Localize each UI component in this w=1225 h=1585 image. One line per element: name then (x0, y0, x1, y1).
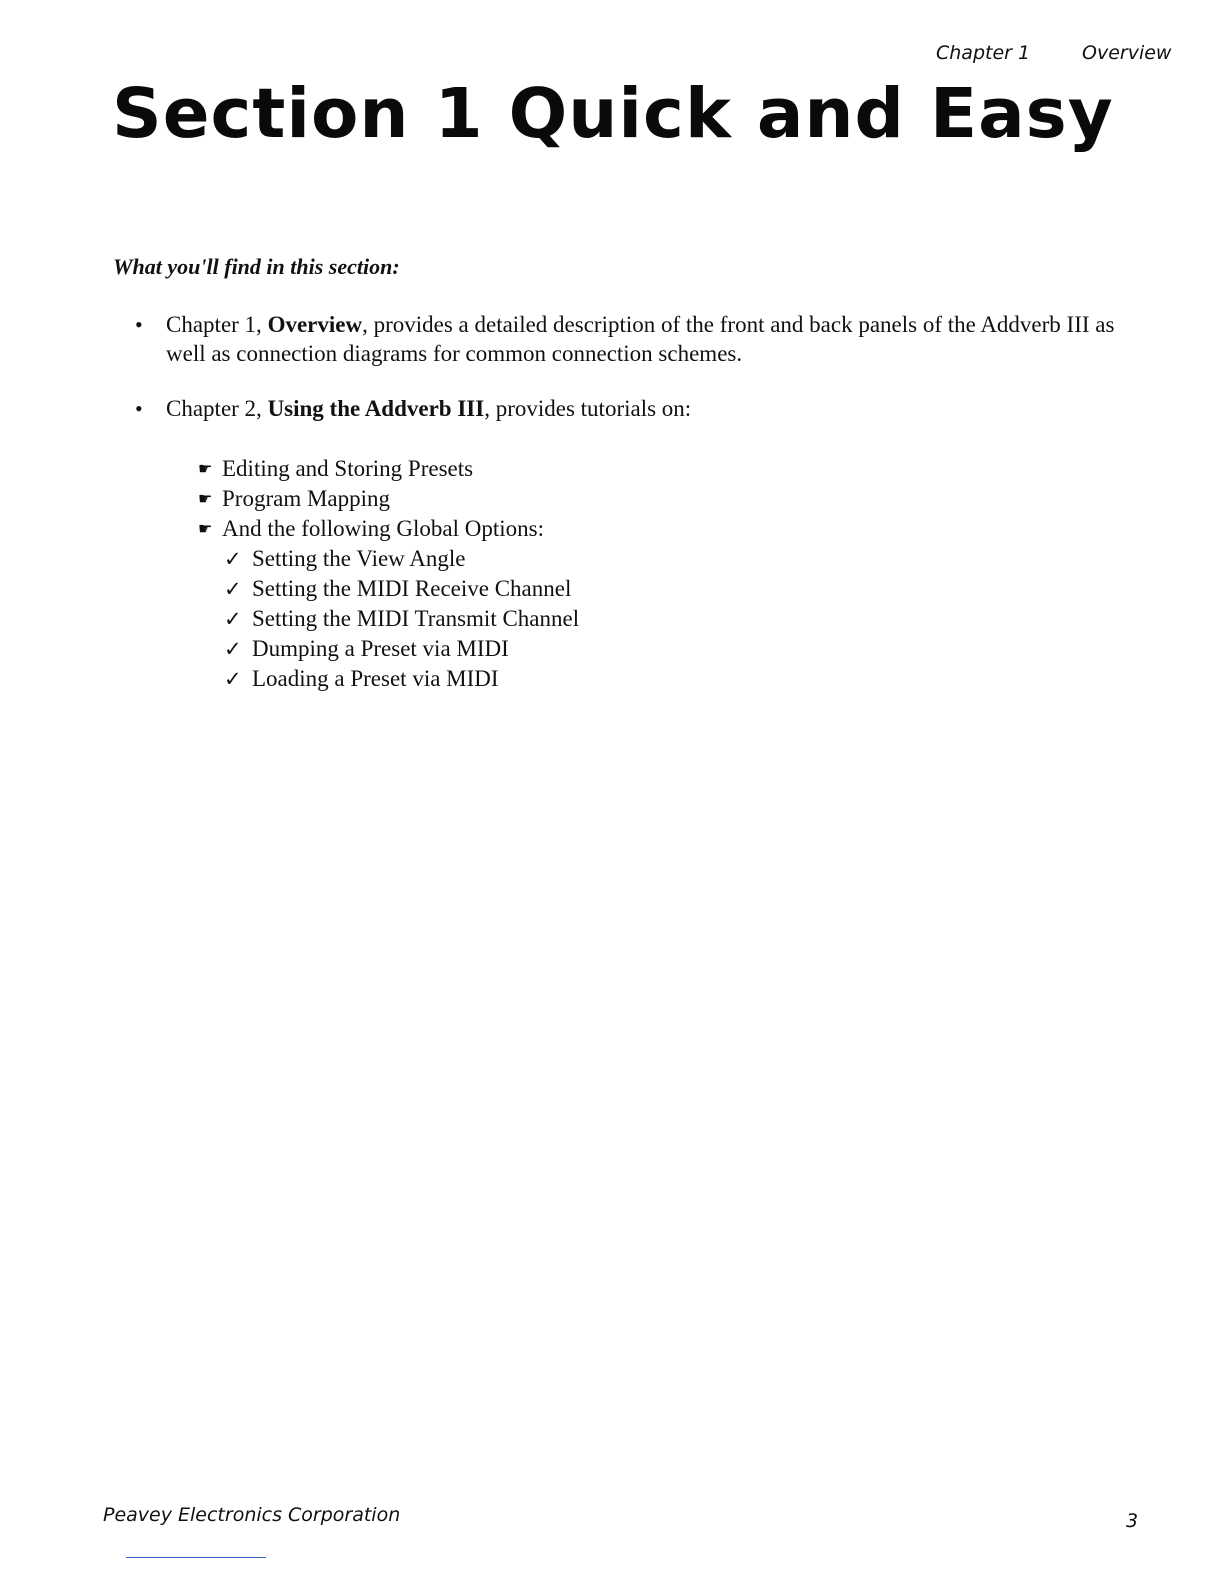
global-option-label: Loading a Preset via MIDI (252, 666, 499, 691)
footer-company: Peavey Electronics Corporation (103, 1504, 401, 1526)
pointing-hand-icon: ☛ (198, 521, 213, 538)
global-option-label: Setting the MIDI Receive Channel (252, 576, 572, 601)
chapter-description: , provides a detailed description of the front and back panels of the Addverb III as well as connection diagrams for common connection schemes. (166, 312, 1115, 366)
chapter-description: , provides tutorials on: (484, 396, 692, 421)
tutorial-item (198, 454, 579, 484)
checkmark-icon: ✓ (224, 637, 242, 661)
pointing-hand-icon: ☛ (198, 461, 213, 478)
global-option-item (224, 664, 579, 694)
pointing-hand-icon: ☛ (198, 491, 213, 508)
tutorial-list (198, 454, 579, 694)
global-option-label: Setting the View Angle (252, 546, 466, 571)
checkmark-icon: ✓ (224, 667, 242, 691)
global-option-item (224, 574, 579, 604)
chapter-name: Overview (267, 312, 363, 337)
tutorial-item (198, 484, 579, 514)
chapter-name: Using the Addverb III (267, 396, 485, 421)
page-number: 3 (1126, 1510, 1139, 1532)
chapter-item-2 (135, 394, 1155, 423)
tutorial-item (198, 514, 579, 694)
intro-heading: What you'll find in this section: (113, 254, 400, 279)
chapter-prefix: Chapter 1, (166, 312, 268, 337)
running-head-topic: Overview (1082, 42, 1172, 64)
global-option-item (224, 634, 579, 664)
chapter-item-1 (135, 310, 1155, 368)
checkmark-icon: ✓ (224, 607, 242, 631)
global-option-item (224, 544, 579, 574)
chapter-list (135, 310, 1155, 449)
global-option-label: Setting the MIDI Transmit Channel (252, 606, 580, 631)
tutorial-label: Program Mapping (222, 486, 391, 511)
checkmark-icon: ✓ (224, 577, 242, 601)
tutorial-label: And the following Global Options: (222, 516, 544, 541)
bullet-dot-icon: • (135, 312, 143, 337)
bullet-dot-icon: • (135, 396, 143, 421)
global-option-list (198, 544, 579, 694)
running-head-chapter: Chapter 1 (936, 42, 1031, 64)
tutorial-label: Editing and Storing Presets (222, 456, 474, 481)
global-option-label: Dumping a Preset via MIDI (252, 636, 509, 661)
section-title: Section 1 Quick and Easy (112, 74, 1114, 154)
chapter-prefix: Chapter 2, (166, 396, 268, 421)
global-option-item (224, 604, 579, 634)
footer-divider (126, 1557, 266, 1558)
checkmark-icon: ✓ (224, 547, 242, 571)
